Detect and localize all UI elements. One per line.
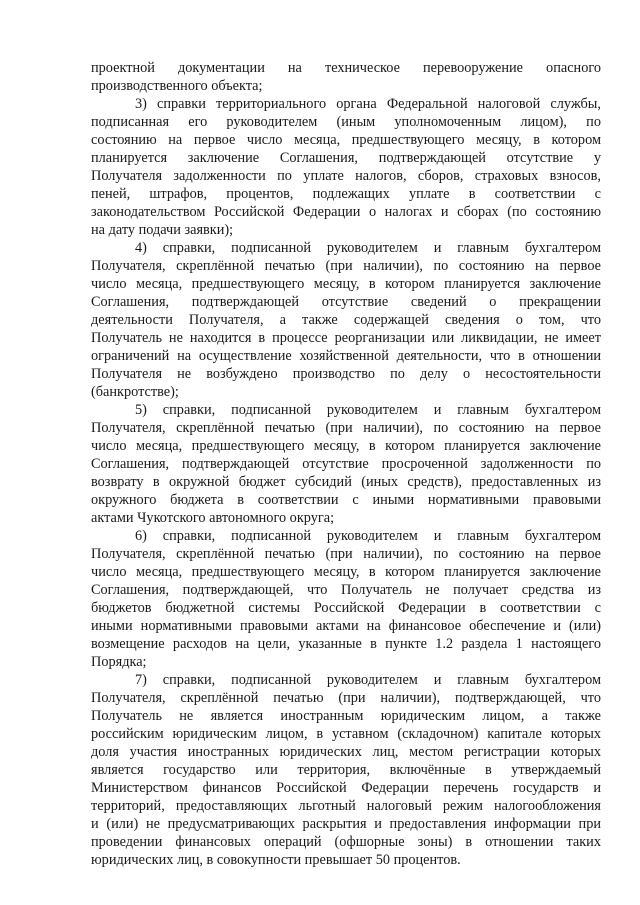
- text-line: пеней, штрафов, процентов, подлежащих уплате в соответствии с: [91, 186, 601, 202]
- text-line: 3) справки территориального органа Федеральной налоговой службы,: [135, 96, 601, 112]
- text-line: число месяца, предшествующего месяцу, в котором планируется заключение: [91, 564, 601, 580]
- text-line: число месяца, предшествующего месяцу, в котором планируется заключение: [91, 438, 601, 454]
- text-line: возмещение расходов на цели, указанные в пункте 1.2 раздела 1 настоящего: [91, 636, 601, 652]
- text-line: законодательством Российской Федерации о налогах и сборах (по состоянию: [91, 204, 601, 220]
- text-line: территорий, предоставляющих льготный налоговый режим налогообложения: [91, 798, 601, 814]
- text-line: Порядка;: [91, 654, 147, 670]
- text-line: Получателя, скреплённой печатью (при наличии), по состоянию на первое: [91, 420, 601, 436]
- text-line: Получателя, скреплённой печатью (при наличии), по состоянию на первое: [91, 258, 601, 274]
- text-line: юридических лиц, в совокупности превышает 50 процентов.: [91, 852, 461, 868]
- text-line: Получатель не является иностранным юридическим лицом, а также: [91, 708, 601, 724]
- text-line: доля участия иностранных юридических лиц, местом регистрации которых: [91, 744, 601, 760]
- text-line: Получателя задолженности по уплате налогов, сборов, страховых взносов,: [91, 168, 601, 184]
- text-line: 5) справки, подписанной руководителем и главным бухгалтером: [135, 402, 601, 418]
- text-line: является государство или территория, включённые в утверждаемый: [91, 762, 601, 778]
- text-line: Получателя не возбуждено производство по делу о несостоятельности: [91, 366, 601, 382]
- text-line: 7) справки, подписанной руководителем и главным бухгалтером: [135, 672, 601, 688]
- text-line: российским юридическим лицом, в уставном (складочном) капитале которых: [91, 726, 601, 742]
- text-line: подписанная его руководителем (иным уполномоченным лицом), по: [91, 114, 601, 130]
- text-line: Министерством финансов Российской Федерации перечень государств и: [91, 780, 601, 796]
- text-line: число месяца, предшествующего месяцу, в котором планируется заключение: [91, 276, 601, 292]
- text-line: возврату в окружной бюджет субсидий (иных средств), предоставленных из: [91, 474, 601, 490]
- text-line: бюджетов бюджетной системы Российской Федерации в соответствии с: [91, 600, 601, 616]
- text-line: актами Чукотского автономного округа;: [91, 510, 335, 526]
- text-line: состоянию на первое число месяца, предшествующего месяцу, в котором: [91, 132, 601, 148]
- text-line: на дату подачи заявки);: [91, 222, 234, 238]
- text-line: Соглашения, подтверждающей, что Получатель не получает средства из: [91, 582, 601, 598]
- text-line: Получателя, скреплённой печатью (при наличии), подтверждающей, что: [91, 690, 601, 706]
- text-line: планируется заключение Соглашения, подтверждающей отсутствие у: [91, 150, 601, 166]
- text-line: ограничений на осуществление хозяйственной деятельности, что в отношении: [91, 348, 601, 364]
- text-line: 6) справки, подписанной руководителем и главным бухгалтером: [135, 528, 601, 544]
- text-line: Соглашения, подтверждающей отсутствие просроченной задолженности по: [91, 456, 601, 472]
- text-line: производственного объекта;: [91, 78, 263, 94]
- text-line: Соглашения, подтверждающей отсутствие сведений о прекращении: [91, 294, 601, 310]
- text-line: Получателя, скреплённой печатью (при наличии), по состоянию на первое: [91, 546, 601, 562]
- text-line: (банкротстве);: [91, 384, 179, 400]
- text-line: проведении финансовых операций (офшорные зоны) в отношении таких: [91, 834, 601, 850]
- text-line: Получатель не находится в процессе реорганизации или ликвидации, не имеет: [91, 330, 601, 346]
- text-line: иными нормативными правовыми актами на финансовое обеспечение и (или): [91, 618, 601, 634]
- text-line: окружного бюджета в соответствии с иными нормативными правовыми: [91, 492, 601, 508]
- text-line: деятельности Получателя, а также содержащей сведения о том, что: [91, 312, 601, 328]
- text-line: проектной документации на техническое перевооружение опасного: [91, 60, 601, 76]
- text-line: 4) справки, подписанной руководителем и главным бухгалтером: [135, 240, 601, 256]
- text-line: и (или) не предусматривающих раскрытия и предоставления информации при: [91, 816, 601, 832]
